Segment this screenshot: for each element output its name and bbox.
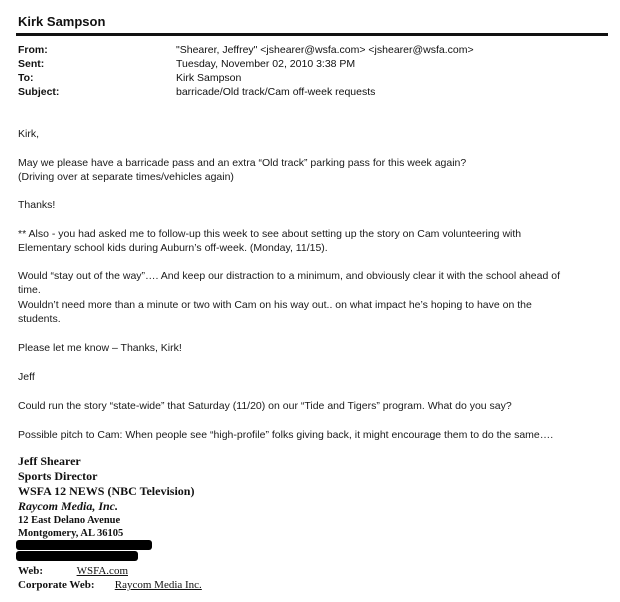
corporate-web-link[interactable]: Raycom Media Inc. xyxy=(114,579,202,591)
sent-value: Tuesday, November 02, 2010 3:38 PM xyxy=(176,58,356,70)
to-label: To: xyxy=(18,72,34,84)
sent-label: Sent: xyxy=(18,58,45,70)
signature-station: WSFA 12 NEWS (NBC Television) xyxy=(18,484,195,498)
signature-company: Raycom Media, Inc. xyxy=(18,499,118,513)
from-value: "Shearer, Jeffrey" <jshearer@wsfa.com> <jshearer@wsfa.com> xyxy=(176,44,474,56)
signature-city: Montgomery, AL 36105 xyxy=(18,528,124,539)
followup-line-1: ** Also - you had asked me to follow-up this week to see about setting up the story on Cam volunteering with xyxy=(18,228,522,240)
request-line-1: May we please have a barricade pass and an extra “Old track” parking pass for this week again? xyxy=(18,157,467,169)
please-let-me-know: Please let me know – Thanks, Kirk! xyxy=(18,342,182,354)
thanks-line: Thanks! xyxy=(18,199,56,211)
redaction-bar xyxy=(16,540,152,550)
signature-name: Jeff Shearer xyxy=(18,454,81,468)
signoff: Jeff xyxy=(18,371,35,383)
statewide-line: Could run the story “state-wide” that Saturday (11/20) on our “Tide and Tigers” program. What do you say? xyxy=(18,400,512,412)
signature-web-row xyxy=(18,565,128,578)
header-rule xyxy=(16,33,608,36)
signature-title: Sports Director xyxy=(18,469,98,483)
pitch-line: Possible pitch to Cam: When people see “high-profile” folks giving back, it might encourage them to do the same…. xyxy=(18,429,554,441)
distraction-line-1: Would “stay out of the way”…. And keep our distraction to a minimum, and obviously clear it with the school ahead of xyxy=(18,270,561,282)
distraction-line-3: Wouldn’t need more than a minute or two with Cam on his way out.. on what impact he’s hoping to have on the xyxy=(18,299,532,311)
signature-corporate-web-row xyxy=(18,579,202,592)
mailbox-owner: Kirk Sampson xyxy=(18,14,106,29)
distraction-line-2: time. xyxy=(18,284,41,296)
distraction-line-4: students. xyxy=(18,313,61,325)
greeting: Kirk, xyxy=(18,128,39,140)
redaction-bar xyxy=(16,551,138,561)
to-value: Kirk Sampson xyxy=(176,72,242,84)
from-label: From: xyxy=(18,44,48,56)
web-label: Web: xyxy=(18,565,44,577)
subject-value: barricade/Old track/Cam off-week requests xyxy=(176,86,376,98)
web-link[interactable]: WSFA.com xyxy=(76,565,128,577)
followup-line-2: Elementary school kids during Auburn’s off-week. (Monday, 11/15). xyxy=(18,242,328,254)
corporate-web-label: Corporate Web: xyxy=(18,579,95,591)
signature-street: 12 East Delano Avenue xyxy=(18,515,121,526)
request-line-2: (Driving over at separate times/vehicles again) xyxy=(18,171,234,183)
subject-label: Subject: xyxy=(18,86,60,98)
